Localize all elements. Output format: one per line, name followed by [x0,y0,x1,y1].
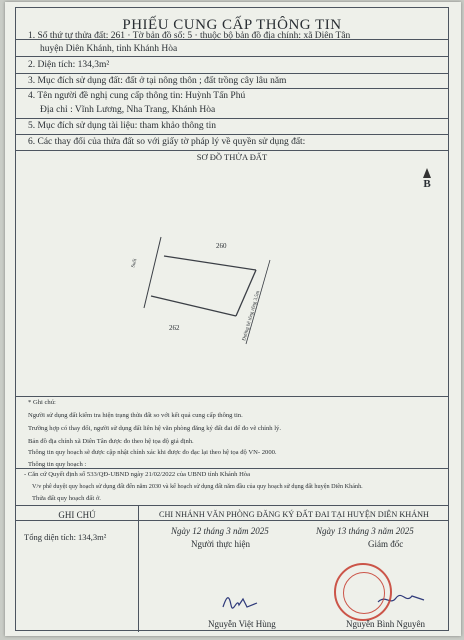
info-line-1b: huyện Diên Khánh, tỉnh Khánh Hòa [40,44,178,54]
divider [16,56,448,57]
divider [16,73,448,74]
name-right: Nguyễn Bình Nguyên [346,619,425,629]
role-right: Giám đốc [368,539,404,549]
info-line-6: 6. Các thay đổi của thửa đất so với giấy tờ pháp lý về quyền sử dụng đất: [28,137,306,147]
info-line-4: 4. Tên người đề nghị cung cấp thông tin: Huỳnh Tấn Phú [28,91,246,101]
form-frame [15,7,449,631]
side-label: Suối [131,258,139,269]
plan-title: Thông tin quy hoạch : [28,461,87,468]
note-line: Bản đồ địa chính xã Diên Tân được đo theo hệ tọa độ giả định. [28,438,194,445]
role-left: Người thực hiện [191,539,251,549]
info-line-2: 2. Diện tích: 134,3m² [28,60,110,70]
info-line-5: 5. Mục đích sử dụng tài liệu: tham khảo thông tin [28,121,217,131]
parcel-boundary-north [164,256,256,270]
divider [16,520,448,521]
divider [16,88,448,89]
road-label: Đường bê tông rộng 3,5m [242,290,262,342]
form-title: PHIẾU CUNG CẤP THÔNG TIN [122,17,342,33]
parcel-label-260: 260 [216,242,227,250]
plan-line: - Căn cứ Quyết định số 533/QĐ-UBND ngày 21/02/2022 của UBND tỉnh Khánh Hòa [24,471,251,478]
info-line-4b: Địa chỉ : Vĩnh Lương, Nha Trang, Khánh Hòa [40,105,216,115]
divider [16,396,448,397]
parcel-sketch [16,158,450,398]
ghichu-header: GHI CHÚ [58,510,96,520]
office-header: CHI NHÁNH VĂN PHÒNG ĐĂNG KÝ ĐẤT ĐAI TẠI HUYỆN DIÊN KHÁNH [159,510,429,519]
divider [16,134,448,135]
signature-left-mark [221,593,261,611]
plan-line: Thửa đất quy hoạch đất ở. [32,495,101,502]
signature-left [221,593,261,616]
map-section-title: SƠ ĐỒ THỬA ĐẤT [196,152,268,162]
official-seal [334,563,392,621]
plan-line: V/v phê duyệt quy hoạch sử dụng đất đến năm 2030 và kế hoạch sử dụng đất năm đầu của quy hoạch sử dụng đất huyện Diên Khánh. [32,483,363,490]
notes-title: * Ghi chú: [28,399,56,406]
info-line-1: 1. Số thứ tự thửa đất: 261 · Tờ bản đồ số: 5 · thuộc bộ bản đồ địa chính: xã Diên Tân [28,31,351,41]
divider [16,118,448,119]
seal-inner-ring [343,572,385,614]
divider [16,150,448,151]
parcel-boundary-south [151,296,236,316]
note-line: Người sử dụng đất kiểm tra hiện trạng thửa đất so với kết quả cung cấp thông tin. [28,412,243,419]
divider [16,468,448,469]
info-line-3: 3. Mục đích sử dụng đất: đất ở tại nông thôn ; đất trồng cây lâu năm [28,76,287,86]
parcel-label-262: 262 [169,324,180,332]
date-left: Ngày 12 tháng 3 năm 2025 [171,526,269,536]
note-line: Thông tin quy hoạch sẽ được cập nhật chính xác khi được đo đạc lại theo hệ tọa độ VN- 2000. [28,449,277,456]
note-line: Trường hợp có thay đổi, người sử dụng đất liên hệ văn phòng đăng ký đất đai để đo vẽ chỉnh lý. [28,425,281,432]
name-left: Nguyễn Việt Hùng [208,619,276,629]
area-total: Tổng diện tích: 134,3m² [24,532,107,542]
north-label: B [423,178,431,190]
divider [16,505,448,506]
document-sheet [5,2,461,636]
date-right: Ngày 13 tháng 3 năm 2025 [316,526,414,536]
